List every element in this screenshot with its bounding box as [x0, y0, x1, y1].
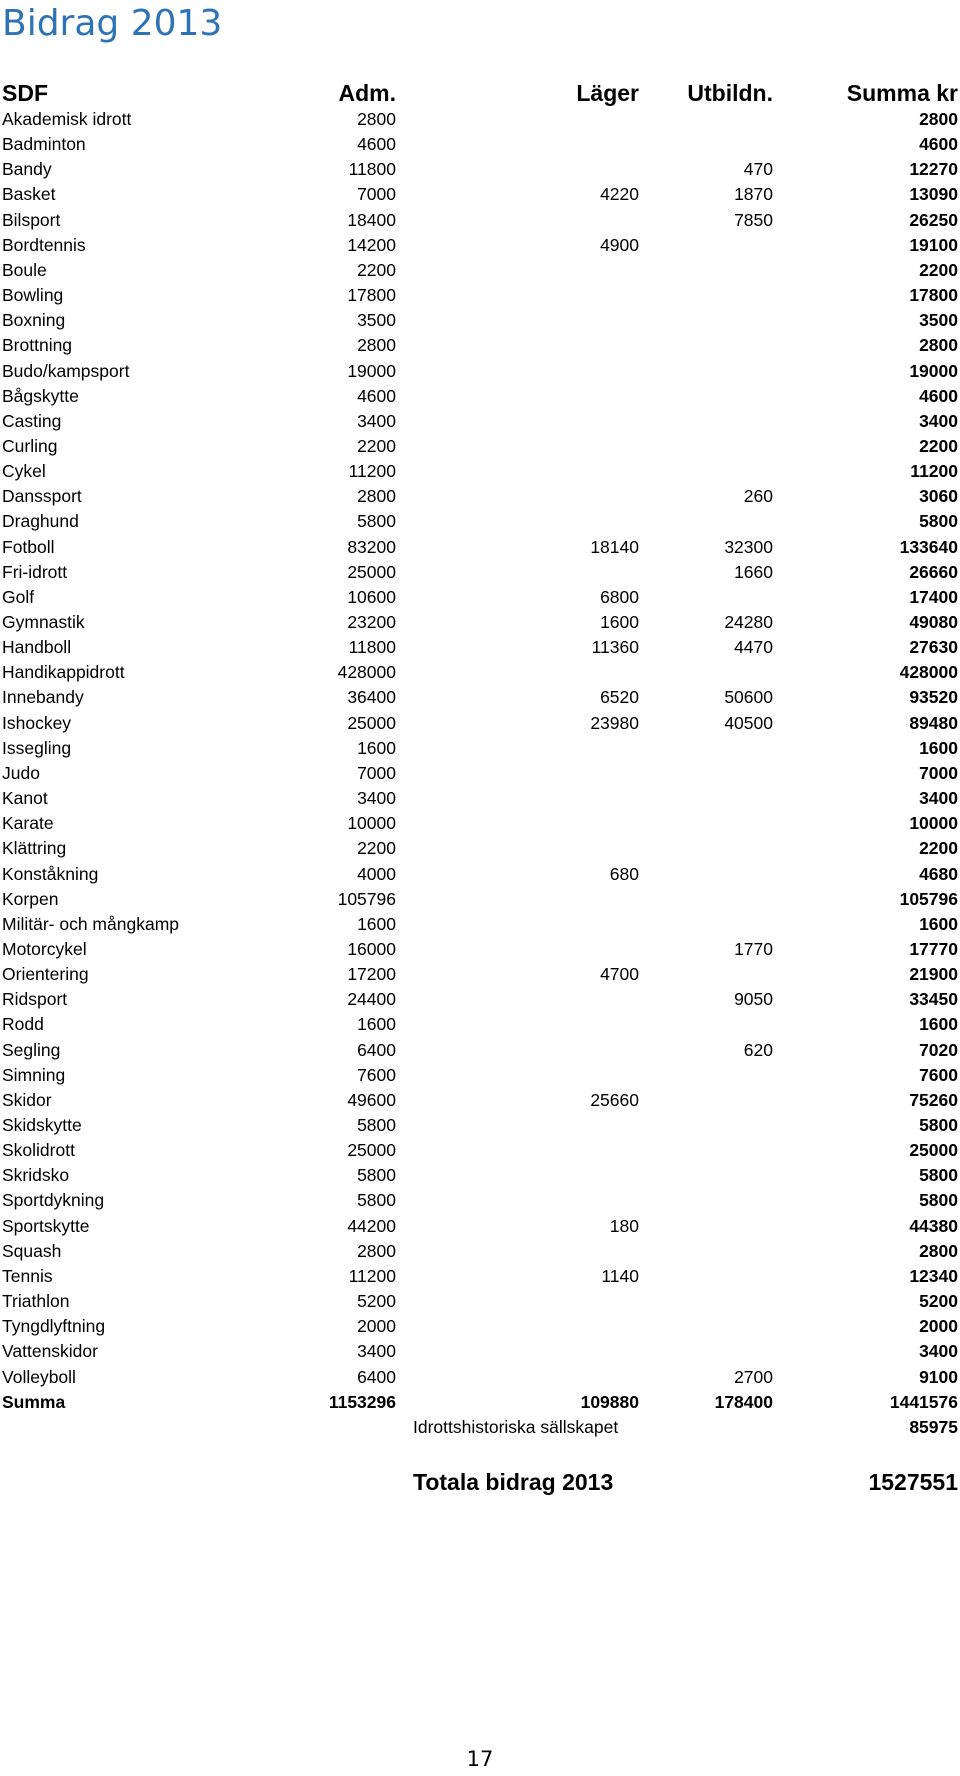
sdf-name: Ishockey: [2, 712, 72, 733]
sdf-name: Danssport: [2, 486, 82, 507]
utbildn-value: 9050: [734, 989, 773, 1010]
table-row: [0, 509, 960, 534]
summa-value: 33450: [909, 989, 958, 1010]
summa-total: 1441576: [889, 1391, 958, 1412]
summa-value: 26660: [909, 561, 958, 582]
adm-value: 7000: [357, 184, 396, 205]
sdf-name: Budo/kampsport: [2, 360, 130, 381]
sdf-name: Sportdykning: [2, 1190, 105, 1211]
summa-value: 4680: [919, 863, 958, 884]
adm-value: 2800: [357, 335, 396, 356]
table-row: [0, 535, 960, 560]
adm-value: 3400: [357, 410, 396, 431]
sdf-name: Draghund: [2, 511, 79, 532]
summa-value: 1600: [919, 1014, 958, 1035]
table-row: [0, 157, 960, 182]
table-row: [0, 1339, 960, 1364]
summa-value: 17800: [909, 285, 958, 306]
sdf-name: Vattenskidor: [2, 1341, 98, 1362]
adm-value: 16000: [347, 938, 396, 959]
utbildn-value: 470: [743, 159, 773, 180]
summa-value: 12340: [909, 1265, 958, 1286]
sdf-name: Segling: [2, 1039, 61, 1060]
table-row: [0, 937, 960, 962]
adm-value: 49600: [347, 1089, 396, 1110]
summa-value: 12270: [909, 159, 958, 180]
summa-value: 1600: [919, 737, 958, 758]
table-row: [0, 233, 960, 258]
table-row: [0, 1163, 960, 1188]
sdf-name: Fri-idrott: [2, 561, 68, 582]
utbildn-value: 620: [743, 1039, 773, 1060]
summa-value: 3500: [919, 310, 958, 331]
summa-value: 4600: [919, 385, 958, 406]
lager-value: 23980: [590, 712, 639, 733]
adm-value: 105796: [337, 888, 396, 909]
header-sdf: SDF: [2, 80, 48, 106]
sdf-name: Triathlon: [2, 1291, 70, 1312]
sdf-name: Skolidrott: [2, 1140, 75, 1161]
summa-label: Summa: [2, 1391, 66, 1412]
sdf-name: Issegling: [2, 737, 72, 758]
adm-value: 1600: [357, 913, 396, 934]
utbildn-value: 1660: [734, 561, 773, 582]
adm-value: 2800: [357, 486, 396, 507]
lager-value: 680: [609, 863, 639, 884]
sdf-name: Sportskytte: [2, 1215, 90, 1236]
adm-value: 24400: [347, 989, 396, 1010]
summa-value: 21900: [909, 964, 958, 985]
summa-value: 17770: [909, 938, 958, 959]
adm-value: 83200: [347, 536, 396, 557]
lager-value: 1600: [600, 612, 639, 632]
table-row: [0, 484, 960, 509]
table-row: [0, 987, 960, 1012]
table-row: [0, 1088, 960, 1113]
summa-value: 49080: [909, 612, 958, 632]
summa-value: 3060: [919, 486, 958, 507]
table-row: [0, 811, 960, 836]
summa-value: 27630: [909, 637, 958, 658]
utbildn-value: 7850: [734, 209, 773, 230]
summa-value: 5800: [919, 1115, 958, 1135]
summa-value: 2200: [919, 838, 958, 859]
lager-value: 18140: [590, 536, 639, 557]
summa-value: 5800: [919, 1190, 958, 1211]
adm-value: 2000: [357, 1316, 396, 1337]
adm-value: 2800: [357, 109, 396, 129]
table-row: [0, 308, 960, 333]
header-adm: Adm.: [338, 80, 396, 106]
utbildn-value: 2700: [734, 1366, 773, 1387]
adm-value: 36400: [347, 687, 396, 708]
adm-value: 5800: [357, 1165, 396, 1186]
table-row: [0, 333, 960, 358]
summa-value: 10000: [909, 813, 958, 834]
lager-value: 180: [609, 1215, 639, 1236]
adm-value: 3400: [357, 1341, 396, 1362]
summa-value: 2000: [919, 1316, 958, 1337]
table-row: [0, 1188, 960, 1213]
idrottshistoriska-value: 85975: [909, 1416, 958, 1437]
sdf-name: Innebandy: [2, 687, 84, 708]
sdf-name: Casting: [2, 410, 62, 431]
sdf-name: Volleyboll: [2, 1366, 76, 1387]
table-row: [0, 1365, 960, 1390]
adm-value: 5800: [357, 511, 396, 532]
sdf-name: Rodd: [2, 1014, 44, 1035]
table-row: [0, 610, 960, 635]
table-row: [0, 635, 960, 660]
table-row: [0, 1113, 960, 1138]
table-row: [0, 1289, 960, 1314]
adm-value: 11200: [348, 461, 396, 482]
sdf-name: Skidor: [2, 1089, 52, 1110]
table-row: [0, 1063, 960, 1088]
sdf-name: Akademisk idrott: [2, 109, 132, 129]
summa-value: 2200: [919, 435, 958, 456]
sdf-name: Badminton: [2, 134, 86, 155]
adm-value: 11800: [348, 159, 396, 180]
table-row: [0, 660, 960, 685]
sdf-name: Konståkning: [2, 863, 99, 884]
utbildn-value: 1870: [734, 184, 773, 205]
sdf-name: Tennis: [2, 1265, 53, 1286]
header-utbildn: Utbildn.: [687, 80, 773, 106]
table-row: [0, 359, 960, 384]
table-row: [0, 1314, 960, 1339]
sdf-name: Klättring: [2, 838, 67, 859]
table-row: [0, 786, 960, 811]
table-row: [0, 132, 960, 157]
totala-label: Totala bidrag 2013: [413, 1469, 614, 1495]
lager-value: 1140: [601, 1265, 639, 1286]
adm-value: 23200: [347, 612, 396, 632]
adm-value: 25000: [347, 561, 396, 582]
table-header: [0, 78, 960, 108]
summa-value: 3400: [919, 788, 958, 809]
table-row: [0, 560, 960, 585]
adm-value: 14200: [347, 234, 396, 255]
summa-value: 13090: [909, 184, 958, 205]
lager-value: 6800: [600, 586, 639, 607]
utbildn-value: 50600: [724, 687, 773, 708]
adm-value: 5200: [357, 1291, 396, 1312]
table-row: [0, 434, 960, 459]
sdf-name: Simning: [2, 1064, 66, 1085]
table-row: [0, 1138, 960, 1163]
adm-value: 6400: [357, 1039, 396, 1060]
page-title: Bidrag 2013: [2, 3, 223, 44]
table-row: [0, 107, 960, 132]
adm-value: 19000: [347, 360, 396, 381]
table-row: [0, 1214, 960, 1239]
table-row: [0, 182, 960, 207]
summa-value: 105796: [899, 888, 958, 909]
table-row: [0, 409, 960, 434]
sdf-name: Fotboll: [2, 536, 55, 557]
adm-value: 1600: [357, 737, 396, 758]
table-row: [0, 459, 960, 484]
adm-value: 25000: [347, 1140, 396, 1161]
summa-value: 2200: [919, 259, 958, 280]
sdf-name: Curling: [2, 435, 58, 456]
table-row: [0, 761, 960, 786]
utbildn-value: 24280: [724, 612, 773, 632]
sdf-name: Militär- och mångkamp: [2, 913, 179, 934]
adm-value: 4600: [357, 134, 396, 155]
sdf-name: Bågskytte: [2, 385, 79, 406]
summa-value: 3400: [919, 1341, 958, 1362]
sdf-name: Handboll: [2, 637, 72, 658]
sdf-name: Judo: [2, 762, 40, 783]
table-row: [0, 962, 960, 987]
summa-value: 26250: [909, 209, 958, 230]
totala-value: 1527551: [868, 1469, 958, 1495]
table-row: [0, 887, 960, 912]
sdf-name: Golf: [2, 586, 35, 607]
summa-value: 133640: [899, 536, 958, 557]
summa-value: 428000: [899, 662, 958, 683]
adm-value: 11800: [348, 637, 396, 658]
summa-value: 3400: [919, 410, 958, 431]
sdf-name: Basket: [2, 184, 56, 205]
adm-value: 2200: [357, 838, 396, 859]
utbildn-value: 1770: [734, 938, 773, 959]
lager-value: 6520: [600, 687, 639, 708]
adm-value: 2800: [357, 1240, 396, 1261]
adm-value: 17200: [347, 964, 396, 985]
table-row: [0, 1012, 960, 1037]
adm-value: 5800: [357, 1190, 396, 1211]
header-summa: Summa kr: [846, 80, 958, 106]
sdf-name: Skidskytte: [2, 1115, 82, 1135]
sdf-name: Ridsport: [2, 989, 68, 1010]
summa-value: 7020: [919, 1039, 958, 1060]
idrottshistoriska-row: [0, 1415, 960, 1440]
adm-value: 10600: [347, 586, 396, 607]
summa-value: 4600: [919, 134, 958, 155]
summa-value: 7600: [919, 1064, 958, 1085]
table-row: [0, 862, 960, 887]
table-row: [0, 283, 960, 308]
summa-value: 2800: [919, 109, 958, 129]
lager-value: 25660: [590, 1089, 639, 1110]
sdf-name: Orientering: [2, 964, 89, 985]
table-row: [0, 912, 960, 937]
summa-value: 2800: [919, 335, 958, 356]
utbildn-value: 260: [743, 486, 773, 507]
sdf-name: Squash: [2, 1240, 62, 1261]
adm-value: 7000: [357, 762, 396, 783]
table-row: [0, 208, 960, 233]
totala-row: [0, 1467, 960, 1495]
sdf-name: Karate: [2, 813, 54, 834]
summa-value: 5800: [919, 511, 958, 532]
adm-value: 1600: [357, 1014, 396, 1035]
summa-value: 93520: [909, 687, 958, 708]
table-row: [0, 685, 960, 710]
lager-value: 4700: [600, 964, 639, 985]
sdf-name: Cykel: [2, 461, 46, 482]
adm-value: 11200: [348, 1265, 396, 1286]
table-row: [0, 384, 960, 409]
table-row: [0, 585, 960, 610]
table-row: [0, 1239, 960, 1264]
adm-value: 10000: [347, 813, 396, 834]
sdf-name: Boxning: [2, 310, 66, 331]
table-row: [0, 1038, 960, 1063]
lager-value: 4900: [600, 234, 639, 255]
summa-value: 7000: [919, 762, 958, 783]
sdf-name: Motorcykel: [2, 938, 87, 959]
adm-value: 3400: [357, 788, 396, 809]
summa-value: 89480: [909, 712, 958, 733]
utbildn-value: 32300: [724, 536, 773, 557]
table-row: [0, 711, 960, 736]
adm-value: 4000: [357, 863, 396, 884]
summa-value: 19000: [909, 360, 958, 381]
adm-value: 25000: [347, 712, 396, 733]
table-row: [0, 836, 960, 861]
sdf-name: Bowling: [2, 285, 64, 306]
summa-value: 75260: [909, 1089, 958, 1110]
adm-value: 7600: [357, 1064, 396, 1085]
sdf-name: Brottning: [2, 335, 73, 356]
idrottshistoriska-label: Idrottshistoriska sällskapet: [413, 1416, 619, 1437]
adm-value: 428000: [337, 662, 396, 683]
adm-value: 2200: [357, 435, 396, 456]
adm-value: 44200: [347, 1215, 396, 1236]
sdf-name: Skridsko: [2, 1165, 70, 1186]
summa-value: 1600: [919, 913, 958, 934]
summa-value: 44380: [909, 1215, 958, 1236]
summa-value: 17400: [909, 586, 958, 607]
summa-value: 25000: [909, 1140, 958, 1161]
adm-value: 17800: [347, 285, 396, 306]
utbildn-value: 4470: [734, 637, 773, 658]
table-row: [0, 258, 960, 283]
summa-value: 11200: [910, 461, 958, 482]
adm-value: 4600: [357, 385, 396, 406]
sdf-name: Bilsport: [2, 209, 61, 230]
sdf-name: Boule: [2, 259, 47, 280]
summa-lager: 109880: [580, 1391, 639, 1412]
adm-value: 2200: [357, 259, 396, 280]
summa-value: 5200: [919, 1291, 958, 1312]
table-row: [0, 736, 960, 761]
sdf-name: Bandy: [2, 159, 52, 180]
adm-value: 3500: [357, 310, 396, 331]
sdf-name: Bordtennis: [2, 234, 86, 255]
table-row: [0, 1264, 960, 1289]
lager-value: 4220: [600, 184, 639, 205]
sdf-name: Korpen: [2, 888, 59, 909]
summa-utbildn: 178400: [714, 1391, 773, 1412]
summa-row: [0, 1390, 960, 1415]
header-lager: Läger: [576, 80, 639, 106]
summa-value: 5800: [919, 1165, 958, 1186]
sdf-name: Tyngdlyftning: [2, 1316, 106, 1337]
utbildn-value: 40500: [724, 712, 773, 733]
sdf-name: Kanot: [2, 788, 48, 809]
sdf-name: Handikappidrott: [2, 662, 125, 683]
adm-value: 5800: [357, 1115, 396, 1135]
summa-adm: 1153296: [328, 1391, 396, 1412]
summa-value: 2800: [919, 1240, 958, 1261]
sdf-name: Gymnastik: [2, 612, 85, 632]
summa-value: 19100: [909, 234, 958, 255]
summa-value: 9100: [919, 1366, 958, 1387]
adm-value: 18400: [347, 209, 396, 230]
adm-value: 6400: [357, 1366, 396, 1387]
page-number: 17: [466, 1747, 494, 1771]
lager-value: 11360: [591, 637, 639, 658]
